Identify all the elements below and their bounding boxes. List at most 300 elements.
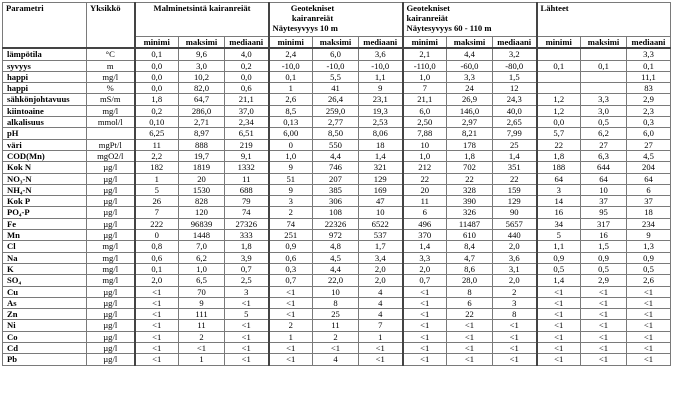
value-cell: 326 bbox=[447, 207, 493, 218]
value-cell: 204 bbox=[627, 162, 671, 173]
value-cell: 1,8 bbox=[135, 94, 179, 105]
parameter-name: K bbox=[3, 263, 87, 274]
table-row bbox=[3, 117, 671, 128]
table-row bbox=[3, 105, 671, 116]
value-cell: 2,53 bbox=[359, 117, 403, 128]
value-cell: <1 bbox=[269, 286, 313, 297]
parameter-name: Cu bbox=[3, 286, 87, 297]
value-cell: 8 bbox=[493, 309, 537, 320]
value-cell: 24,3 bbox=[493, 94, 537, 105]
value-cell: 0 bbox=[135, 230, 179, 241]
value-cell: <1 bbox=[537, 343, 581, 354]
value-cell: <1 bbox=[135, 320, 179, 331]
parameter-name: sähkönjohtavuus bbox=[3, 94, 87, 105]
subheader-median: mediaani bbox=[359, 37, 403, 49]
value-cell: 4,8 bbox=[313, 241, 359, 252]
value-cell: 3,4 bbox=[359, 252, 403, 263]
parameter-name: happi bbox=[3, 83, 87, 94]
value-cell: <1 bbox=[359, 354, 403, 365]
table-row bbox=[3, 83, 671, 94]
parameter-name: PO₄-P bbox=[3, 207, 87, 218]
value-cell: <1 bbox=[537, 331, 581, 342]
value-cell: <1 bbox=[581, 297, 627, 308]
value-cell: 74 bbox=[269, 218, 313, 229]
value-cell: 0,5 bbox=[537, 263, 581, 274]
value-cell: 537 bbox=[359, 230, 403, 241]
group2-title-line1: Geotekniset bbox=[290, 3, 335, 13]
value-cell: 6,2 bbox=[581, 128, 627, 139]
value-cell: 20 bbox=[179, 173, 225, 184]
value-cell: <1 bbox=[403, 286, 447, 297]
value-cell: 496 bbox=[403, 218, 447, 229]
value-cell: 610 bbox=[447, 230, 493, 241]
value-cell: 4,4 bbox=[313, 263, 359, 274]
value-cell: 159 bbox=[493, 184, 537, 195]
value-cell: <1 bbox=[135, 331, 179, 342]
value-cell: <1 bbox=[135, 309, 179, 320]
value-cell: 8 bbox=[313, 297, 359, 308]
value-cell: 4 bbox=[313, 354, 359, 365]
value-cell: 3,3 bbox=[447, 71, 493, 82]
value-cell: 828 bbox=[179, 196, 225, 207]
value-cell: 0,9 bbox=[581, 252, 627, 263]
value-cell: 3,2 bbox=[493, 48, 537, 60]
unit-cell: µg/l bbox=[87, 218, 135, 229]
value-cell: 21,1 bbox=[403, 94, 447, 105]
table-row bbox=[3, 275, 671, 286]
value-cell: 3,6 bbox=[493, 252, 537, 263]
value-cell: 64 bbox=[537, 173, 581, 184]
value-cell: <1 bbox=[313, 343, 359, 354]
value-cell: 2,6 bbox=[269, 94, 313, 105]
value-cell: 0,5 bbox=[581, 117, 627, 128]
value-cell: 6,00 bbox=[269, 128, 313, 139]
value-cell: 64,7 bbox=[179, 94, 225, 105]
value-cell: 1530 bbox=[179, 184, 225, 195]
value-cell: 11 bbox=[179, 320, 225, 331]
value-cell: 2,3 bbox=[627, 105, 671, 116]
value-cell: 1,0 bbox=[403, 71, 447, 82]
table-row bbox=[3, 71, 671, 82]
value-cell: 2,34 bbox=[225, 117, 269, 128]
group2-depth: Näytesyvyys 10 m bbox=[272, 23, 338, 33]
value-cell: 10 bbox=[581, 184, 627, 195]
unit-cell: µg/l bbox=[87, 343, 135, 354]
value-cell: <1 bbox=[225, 320, 269, 331]
value-cell bbox=[581, 83, 627, 94]
value-cell: 4,4 bbox=[447, 48, 493, 60]
parameter-name: As bbox=[3, 297, 87, 308]
parameter-name: SO₄ bbox=[3, 275, 87, 286]
value-cell: <1 bbox=[537, 354, 581, 365]
value-cell: 11 bbox=[135, 139, 179, 150]
value-cell: 0,0 bbox=[225, 71, 269, 82]
value-cell: 5,7 bbox=[537, 128, 581, 139]
unit-cell: µg/l bbox=[87, 207, 135, 218]
unit-cell: mg/l bbox=[87, 263, 135, 274]
value-cell: 37 bbox=[627, 196, 671, 207]
value-cell: 2 bbox=[269, 207, 313, 218]
table-row bbox=[3, 207, 671, 218]
table-row bbox=[3, 218, 671, 229]
value-cell: 9 bbox=[627, 230, 671, 241]
value-cell: 3 bbox=[537, 184, 581, 195]
unit-cell: µg/l bbox=[87, 196, 135, 207]
value-cell: 16 bbox=[581, 230, 627, 241]
parameter-name: Co bbox=[3, 331, 87, 342]
value-cell: 70 bbox=[179, 286, 225, 297]
value-cell: 0,1 bbox=[537, 60, 581, 71]
value-cell: 7,0 bbox=[179, 241, 225, 252]
value-cell: 12 bbox=[493, 83, 537, 94]
value-cell: <1 bbox=[581, 309, 627, 320]
unit-cell: mS/m bbox=[87, 94, 135, 105]
value-cell: 702 bbox=[447, 162, 493, 173]
value-cell: 0,0 bbox=[135, 83, 179, 94]
value-cell: 0,1 bbox=[135, 48, 179, 60]
value-cell bbox=[537, 71, 581, 82]
unit-cell: mg/l bbox=[87, 105, 135, 116]
unit-cell: mg/l bbox=[87, 252, 135, 263]
value-cell: 25 bbox=[493, 139, 537, 150]
value-cell: 6,2 bbox=[179, 252, 225, 263]
value-cell: 688 bbox=[225, 184, 269, 195]
value-cell: 79 bbox=[225, 196, 269, 207]
value-cell: 1,0 bbox=[269, 150, 313, 161]
value-cell: 2,5 bbox=[225, 275, 269, 286]
value-cell: 28,0 bbox=[447, 275, 493, 286]
value-cell: 4,5 bbox=[627, 150, 671, 161]
value-cell: -10,0 bbox=[359, 60, 403, 71]
value-cell: 1,0 bbox=[403, 150, 447, 161]
value-cell: 16 bbox=[537, 207, 581, 218]
value-cell: 385 bbox=[313, 184, 359, 195]
value-cell: 11 bbox=[403, 196, 447, 207]
value-cell: 27 bbox=[581, 139, 627, 150]
value-cell: <1 bbox=[269, 309, 313, 320]
parameter-name: kiintoaine bbox=[3, 105, 87, 116]
value-cell: 129 bbox=[359, 173, 403, 184]
subheader-max: maksimi bbox=[447, 37, 493, 49]
value-cell: 234 bbox=[627, 218, 671, 229]
value-cell: -80,0 bbox=[493, 60, 537, 71]
parameter-name: Ni bbox=[3, 320, 87, 331]
value-cell: 0,1 bbox=[627, 60, 671, 71]
value-cell: 96839 bbox=[179, 218, 225, 229]
value-cell: 306 bbox=[313, 196, 359, 207]
value-cell: 6,25 bbox=[135, 128, 179, 139]
unit-cell: µg/l bbox=[87, 230, 135, 241]
value-cell: 5 bbox=[537, 230, 581, 241]
value-cell: 9,1 bbox=[225, 150, 269, 161]
value-cell: 18 bbox=[627, 207, 671, 218]
value-cell: 0,5 bbox=[627, 263, 671, 274]
value-cell: <1 bbox=[225, 354, 269, 365]
parameter-name: Pb bbox=[3, 354, 87, 365]
value-cell: 3,6 bbox=[359, 48, 403, 60]
value-cell: 333 bbox=[225, 230, 269, 241]
value-cell: 0,8 bbox=[135, 241, 179, 252]
value-cell: 7 bbox=[359, 320, 403, 331]
value-cell: 8 bbox=[447, 286, 493, 297]
value-cell: <1 bbox=[447, 331, 493, 342]
parameter-name: syvyys bbox=[3, 60, 87, 71]
value-cell: 9 bbox=[359, 83, 403, 94]
value-cell: <1 bbox=[403, 354, 447, 365]
value-cell: 10 bbox=[359, 207, 403, 218]
table-row bbox=[3, 343, 671, 354]
value-cell: 9,6 bbox=[179, 48, 225, 60]
value-cell: 1,5 bbox=[493, 71, 537, 82]
unit-cell: mg/l bbox=[87, 71, 135, 82]
value-cell: <1 bbox=[627, 331, 671, 342]
value-cell: 10,2 bbox=[179, 71, 225, 82]
value-cell: 4,7 bbox=[447, 252, 493, 263]
group3-title-line2: kairanreiät bbox=[406, 13, 448, 23]
value-cell: 3 bbox=[225, 286, 269, 297]
value-cell: 22 bbox=[447, 309, 493, 320]
unit-cell: µg/l bbox=[87, 309, 135, 320]
value-cell: 1,0 bbox=[179, 263, 225, 274]
group3-title-line1: Geotekniset bbox=[406, 3, 450, 13]
parameter-name: lämpötila bbox=[3, 48, 87, 60]
value-cell: 2,1 bbox=[403, 48, 447, 60]
value-cell: 40,0 bbox=[493, 105, 537, 116]
value-cell: 2,0 bbox=[403, 263, 447, 274]
value-cell: -110,0 bbox=[403, 60, 447, 71]
unit-cell: µg/l bbox=[87, 297, 135, 308]
subheader-max: maksimi bbox=[313, 37, 359, 49]
value-cell: 26,4 bbox=[313, 94, 359, 105]
parameter-name: alkalisuus bbox=[3, 117, 87, 128]
unit-cell: µg/l bbox=[87, 331, 135, 342]
value-cell: 6,0 bbox=[313, 48, 359, 60]
value-cell: 746 bbox=[313, 162, 359, 173]
value-cell: 2,0 bbox=[493, 241, 537, 252]
header-parameter: Parametri bbox=[3, 3, 87, 49]
value-cell: 11487 bbox=[447, 218, 493, 229]
value-cell: 0,2 bbox=[135, 105, 179, 116]
table-row bbox=[3, 241, 671, 252]
value-cell: 19,3 bbox=[359, 105, 403, 116]
value-cell: 0,2 bbox=[225, 60, 269, 71]
value-cell: <1 bbox=[269, 297, 313, 308]
table-row bbox=[3, 162, 671, 173]
subheader-max: maksimi bbox=[179, 37, 225, 49]
unit-cell: mmol/l bbox=[87, 117, 135, 128]
subheader-max: maksimi bbox=[581, 37, 627, 49]
header-group-geotech-10m bbox=[269, 3, 403, 37]
value-cell: 5 bbox=[135, 184, 179, 195]
value-cell: 2,77 bbox=[313, 117, 359, 128]
value-cell: 10 bbox=[313, 286, 359, 297]
value-cell: 6 bbox=[447, 297, 493, 308]
value-cell: 8,5 bbox=[269, 105, 313, 116]
value-cell: 3 bbox=[269, 196, 313, 207]
value-cell: <1 bbox=[627, 354, 671, 365]
value-cell: <1 bbox=[135, 354, 179, 365]
value-cell: <1 bbox=[135, 286, 179, 297]
value-cell: <1 bbox=[627, 343, 671, 354]
parameter-name: pH bbox=[3, 128, 87, 139]
value-cell: 22326 bbox=[313, 218, 359, 229]
group3-depth: Näytesyvyys 60 - 110 m bbox=[406, 23, 492, 33]
value-cell: 0,6 bbox=[269, 252, 313, 263]
table-row bbox=[3, 94, 671, 105]
table-row bbox=[3, 252, 671, 263]
value-cell: 3,3 bbox=[581, 94, 627, 105]
value-cell: 82,0 bbox=[179, 83, 225, 94]
value-cell: 5657 bbox=[493, 218, 537, 229]
value-cell: 0,0 bbox=[135, 60, 179, 71]
value-cell: <1 bbox=[403, 297, 447, 308]
value-cell: 1,4 bbox=[359, 150, 403, 161]
value-cell: 0,0 bbox=[537, 117, 581, 128]
value-cell: 5 bbox=[225, 309, 269, 320]
table-row bbox=[3, 331, 671, 342]
value-cell: 4 bbox=[359, 297, 403, 308]
value-cell: 644 bbox=[581, 162, 627, 173]
value-cell: 64 bbox=[627, 173, 671, 184]
value-cell: 2,0 bbox=[135, 275, 179, 286]
value-cell: 51 bbox=[269, 173, 313, 184]
value-cell: 2,65 bbox=[493, 117, 537, 128]
value-cell: 1,1 bbox=[537, 241, 581, 252]
unit-cell: mg/l bbox=[87, 275, 135, 286]
value-cell: 5,5 bbox=[313, 71, 359, 82]
value-cell: <1 bbox=[269, 354, 313, 365]
value-cell: 22 bbox=[537, 139, 581, 150]
table-row bbox=[3, 309, 671, 320]
unit-cell: µg/l bbox=[87, 173, 135, 184]
value-cell: 1 bbox=[135, 173, 179, 184]
value-cell: 129 bbox=[493, 196, 537, 207]
unit-cell: mgO2/l bbox=[87, 150, 135, 161]
value-cell: 178 bbox=[447, 139, 493, 150]
value-cell: 2,97 bbox=[447, 117, 493, 128]
value-cell: 14 bbox=[537, 196, 581, 207]
table-row bbox=[3, 48, 671, 60]
value-cell: 6 bbox=[627, 184, 671, 195]
value-cell: 972 bbox=[313, 230, 359, 241]
value-cell: 22 bbox=[447, 173, 493, 184]
subheader-min: minimi bbox=[403, 37, 447, 49]
table-row bbox=[3, 354, 671, 365]
parameter-name: Na bbox=[3, 252, 87, 263]
group2-title-line2: kairanreiät bbox=[291, 13, 334, 23]
value-cell: <1 bbox=[537, 309, 581, 320]
subheader-median: mediaani bbox=[225, 37, 269, 49]
value-cell: 2 bbox=[179, 331, 225, 342]
unit-cell: mg/l bbox=[87, 241, 135, 252]
parameter-name: NO₃-N bbox=[3, 173, 87, 184]
unit-cell: µg/l bbox=[87, 354, 135, 365]
value-cell: 41 bbox=[313, 83, 359, 94]
value-cell: 286,0 bbox=[179, 105, 225, 116]
water-quality-table bbox=[2, 2, 671, 366]
table-row bbox=[3, 60, 671, 71]
unit-cell bbox=[87, 128, 135, 139]
header-group-geotech-60-110m bbox=[403, 3, 537, 37]
value-cell: 390 bbox=[447, 196, 493, 207]
header-group-springs: Lähteet bbox=[537, 3, 671, 37]
value-cell: 1,4 bbox=[403, 241, 447, 252]
value-cell: 1 bbox=[179, 354, 225, 365]
value-cell: 21,1 bbox=[225, 94, 269, 105]
table-row bbox=[3, 320, 671, 331]
value-cell: 19,7 bbox=[179, 150, 225, 161]
parameter-name: Fe bbox=[3, 218, 87, 229]
value-cell: 259,0 bbox=[313, 105, 359, 116]
table-row bbox=[3, 196, 671, 207]
value-cell bbox=[537, 48, 581, 60]
value-cell: 108 bbox=[313, 207, 359, 218]
table-row bbox=[3, 297, 671, 308]
value-cell: 90 bbox=[493, 207, 537, 218]
value-cell: 2,4 bbox=[269, 48, 313, 60]
value-cell: -60,0 bbox=[447, 60, 493, 71]
value-cell: 25 bbox=[313, 309, 359, 320]
value-cell: 3,3 bbox=[403, 252, 447, 263]
parameter-name: Mn bbox=[3, 230, 87, 241]
value-cell: 212 bbox=[403, 162, 447, 173]
value-cell: 1,7 bbox=[359, 241, 403, 252]
value-cell: 8,06 bbox=[359, 128, 403, 139]
value-cell: 222 bbox=[135, 218, 179, 229]
value-cell: 22 bbox=[403, 173, 447, 184]
value-cell: <1 bbox=[135, 343, 179, 354]
value-cell: 1,8 bbox=[225, 241, 269, 252]
value-cell: <1 bbox=[447, 320, 493, 331]
value-cell: <1 bbox=[581, 286, 627, 297]
value-cell: 0,7 bbox=[269, 275, 313, 286]
unit-cell: °C bbox=[87, 48, 135, 60]
header-group-exploration-boreholes: Malminetsintä kairanreiät bbox=[135, 3, 269, 37]
parameter-name: väri bbox=[3, 139, 87, 150]
subheader-min: minimi bbox=[537, 37, 581, 49]
value-cell: 169 bbox=[359, 184, 403, 195]
value-cell: -10,0 bbox=[269, 60, 313, 71]
value-cell: <1 bbox=[403, 309, 447, 320]
value-cell: <1 bbox=[627, 297, 671, 308]
table-row bbox=[3, 230, 671, 241]
value-cell: <1 bbox=[493, 320, 537, 331]
value-cell: 34 bbox=[537, 218, 581, 229]
parameter-name: Kok P bbox=[3, 196, 87, 207]
unit-cell: mgPt/l bbox=[87, 139, 135, 150]
value-cell: 1819 bbox=[179, 162, 225, 173]
value-cell: 3,9 bbox=[225, 252, 269, 263]
value-cell: 18 bbox=[359, 139, 403, 150]
value-cell: 24 bbox=[447, 83, 493, 94]
value-cell: 1,4 bbox=[493, 150, 537, 161]
value-cell: 111 bbox=[179, 309, 225, 320]
parameter-name: Cd bbox=[3, 343, 87, 354]
unit-cell: µg/l bbox=[87, 286, 135, 297]
value-cell: 1448 bbox=[179, 230, 225, 241]
value-cell: <1 bbox=[493, 343, 537, 354]
value-cell: 4,0 bbox=[225, 48, 269, 60]
value-cell: 6,5 bbox=[179, 275, 225, 286]
value-cell bbox=[537, 83, 581, 94]
subheader-min: minimi bbox=[135, 37, 179, 49]
value-cell: 83 bbox=[627, 83, 671, 94]
value-cell: 2 bbox=[313, 331, 359, 342]
value-cell: 0,7 bbox=[403, 275, 447, 286]
value-cell: 20 bbox=[403, 184, 447, 195]
value-cell: 2 bbox=[493, 286, 537, 297]
value-cell: 9 bbox=[269, 162, 313, 173]
